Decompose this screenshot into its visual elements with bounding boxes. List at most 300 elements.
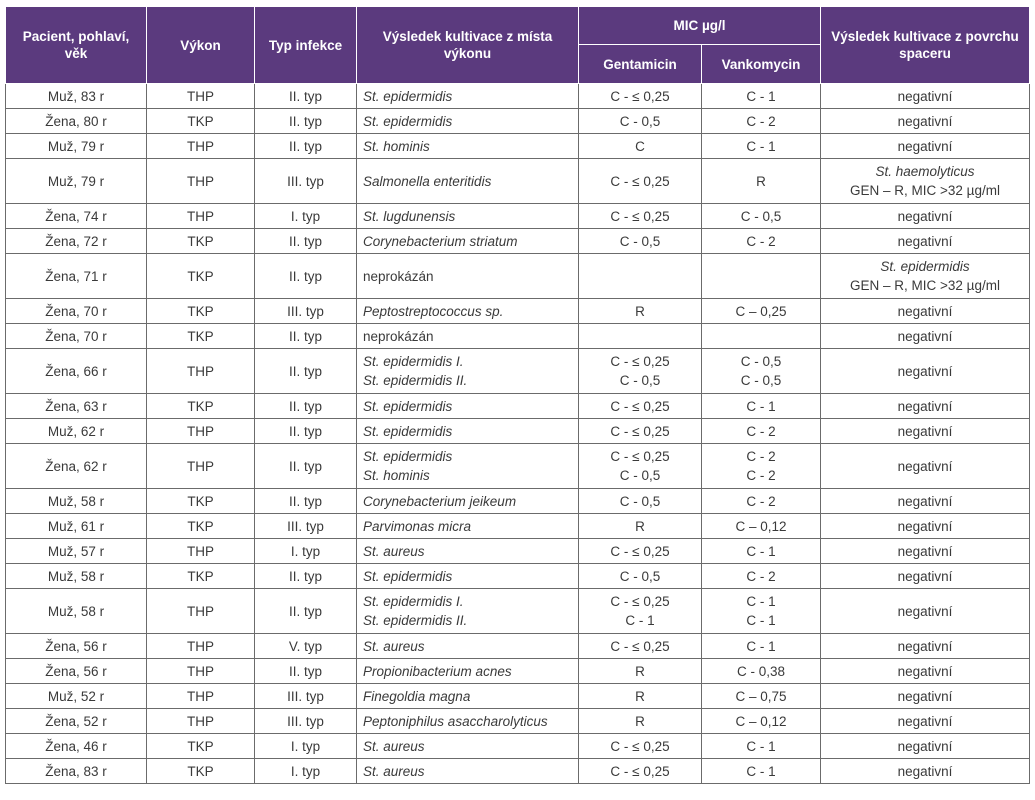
surface-culture-cell-line: negativní: [897, 458, 953, 474]
procedure-cell: TKP: [147, 489, 255, 514]
vancomycin-cell-line: C - 1: [746, 398, 776, 414]
organism-cell: [357, 709, 579, 734]
infection-type-cell: II. typ: [255, 134, 357, 159]
gentamicin-cell-line: R: [635, 303, 645, 319]
infection-type-cell: II. typ: [255, 349, 357, 394]
organism-cell: [357, 84, 579, 109]
infection-type-cell: III. typ: [255, 709, 357, 734]
organism-cell: [357, 419, 579, 444]
patient-cell: Žena, 80 r: [6, 109, 147, 134]
infection-type-cell: II. typ: [255, 109, 357, 134]
gentamicin-cell-line: R: [635, 663, 645, 679]
procedure-cell: TKP: [147, 254, 255, 299]
gentamicin-cell: [579, 564, 702, 589]
table-row: [6, 109, 1030, 134]
organism-cell: [357, 684, 579, 709]
organism-cell-line: St. epidermidis II.: [363, 373, 468, 388]
infection-type-cell: II. typ: [255, 419, 357, 444]
surface-culture-cell: [821, 759, 1030, 784]
surface-culture-cell-line: negativní: [897, 423, 953, 439]
vancomycin-cell: [702, 589, 821, 634]
procedure-cell: THP: [147, 709, 255, 734]
gentamicin-cell-line: C - ≤ 0,25: [610, 543, 670, 559]
vancomycin-cell: [702, 254, 821, 299]
gentamicin-cell: [579, 324, 702, 349]
surface-culture-cell-line: negativní: [897, 713, 953, 729]
surface-culture-cell-line: negativní: [897, 233, 953, 249]
surface-culture-cell-line: negativní: [897, 603, 953, 619]
patient-cell: Žena, 52 r: [6, 709, 147, 734]
patient-cell: Muž, 62 r: [6, 419, 147, 444]
vancomycin-cell-line: C - 0,38: [736, 663, 786, 679]
organism-cell-line: St. hominis: [363, 468, 430, 483]
gentamicin-cell-line: C - ≤ 0,25: [610, 208, 670, 224]
infection-type-cell: V. typ: [255, 634, 357, 659]
patient-cell: Muž, 61 r: [6, 514, 147, 539]
procedure-cell: TKP: [147, 109, 255, 134]
table-row: [6, 419, 1030, 444]
surface-culture-cell-line: negativní: [897, 543, 953, 559]
gentamicin-cell: [579, 709, 702, 734]
patient-cell: Muž, 52 r: [6, 684, 147, 709]
procedure-cell: THP: [147, 159, 255, 204]
vancomycin-cell-line: C - 1: [746, 613, 776, 628]
surface-culture-cell: [821, 489, 1030, 514]
organism-cell-line: neprokázán: [363, 268, 434, 284]
surface-culture-cell-line: GEN – R, MIC >32 µg/ml: [850, 183, 1000, 198]
patient-cell: Žena, 63 r: [6, 394, 147, 419]
patient-cell: Žena, 71 r: [6, 254, 147, 299]
gentamicin-cell-line: C - ≤ 0,25: [610, 398, 670, 414]
surface-culture-cell-line: negativní: [897, 638, 953, 654]
gentamicin-cell-line: C - ≤ 0,25: [610, 638, 670, 654]
table-header: [6, 7, 1030, 84]
table-row: [6, 254, 1030, 299]
patient-cell: Muž, 58 r: [6, 489, 147, 514]
surface-culture-cell-line: negativní: [897, 328, 953, 344]
table-row: [6, 759, 1030, 784]
surface-culture-cell-line: negativní: [897, 763, 953, 779]
infection-type-cell: II. typ: [255, 394, 357, 419]
organism-cell: [357, 659, 579, 684]
surface-culture-cell-line: negativní: [897, 568, 953, 584]
patient-cell: Muž, 57 r: [6, 539, 147, 564]
table-row: [6, 489, 1030, 514]
organism-cell: [357, 159, 579, 204]
vancomycin-cell-line: R: [756, 173, 766, 189]
organism-cell: [357, 204, 579, 229]
patient-cell: Muž, 58 r: [6, 589, 147, 634]
organism-cell: [357, 564, 579, 589]
gentamicin-cell: [579, 299, 702, 324]
vancomycin-cell: [702, 109, 821, 134]
gentamicin-cell: [579, 349, 702, 394]
surface-culture-cell: [821, 734, 1030, 759]
surface-culture-cell: [821, 134, 1030, 159]
patient-cell: Žena, 62 r: [6, 444, 147, 489]
vancomycin-cell: [702, 84, 821, 109]
procedure-cell: TKP: [147, 299, 255, 324]
gentamicin-cell-line: C - ≤ 0,25: [610, 738, 670, 754]
vancomycin-cell-line: C - 1: [746, 738, 776, 754]
patient-cell: Žena, 70 r: [6, 299, 147, 324]
patient-cell: Žena, 46 r: [6, 734, 147, 759]
culture-results-table-wrapper: [5, 6, 1030, 784]
procedure-cell: THP: [147, 349, 255, 394]
culture-results-table: [5, 6, 1030, 784]
infection-type-cell: I. typ: [255, 204, 357, 229]
gentamicin-cell: [579, 229, 702, 254]
organism-cell-line: St. epidermidis II.: [363, 613, 468, 628]
organism-cell-line: Peptoniphilus asaccharolyticus: [363, 713, 548, 729]
organism-cell: [357, 514, 579, 539]
surface-culture-cell-line: negativní: [897, 663, 953, 679]
organism-cell-line: St. epidermidis: [363, 113, 453, 129]
organism-cell: [357, 254, 579, 299]
table-row: [6, 349, 1030, 394]
table-row: [6, 324, 1030, 349]
table-row: [6, 659, 1030, 684]
organism-cell: [357, 634, 579, 659]
gentamicin-cell: [579, 254, 702, 299]
patient-cell: Žena, 56 r: [6, 634, 147, 659]
table-body: [6, 84, 1030, 784]
vancomycin-cell-line: C – 0,75: [735, 688, 787, 704]
vancomycin-cell: [702, 419, 821, 444]
table-row: [6, 514, 1030, 539]
gentamicin-cell-line: C - ≤ 0,25: [610, 594, 670, 609]
surface-culture-cell-line: negativní: [897, 303, 953, 319]
gentamicin-cell: [579, 204, 702, 229]
vancomycin-cell-line: C - 1: [746, 763, 776, 779]
vancomycin-cell: [702, 229, 821, 254]
vancomycin-cell-line: C - 0,5: [740, 354, 782, 369]
organism-cell: [357, 759, 579, 784]
gentamicin-cell: [579, 759, 702, 784]
surface-culture-cell: [821, 589, 1030, 634]
header-gentamicin: Gentamicin: [579, 45, 702, 84]
surface-culture-cell-line: St. epidermidis: [880, 259, 970, 274]
organism-cell: [357, 299, 579, 324]
vancomycin-cell: [702, 204, 821, 229]
surface-culture-cell: [821, 709, 1030, 734]
organism-cell-line: St. epidermidis: [363, 398, 453, 414]
vancomycin-cell-line: C - 1: [746, 638, 776, 654]
surface-culture-cell-line: negativní: [897, 208, 953, 224]
patient-cell: Žena, 72 r: [6, 229, 147, 254]
organism-cell-line: St. epidermidis: [363, 449, 453, 464]
table-row: [6, 229, 1030, 254]
surface-culture-cell: [821, 204, 1030, 229]
surface-culture-cell-line: negativní: [897, 493, 953, 509]
vancomycin-cell-line: C - 2: [746, 493, 776, 509]
surface-culture-cell-line: negativní: [897, 138, 953, 154]
table-row: [6, 394, 1030, 419]
gentamicin-cell-line: C - ≤ 0,25: [610, 88, 670, 104]
gentamicin-cell: [579, 84, 702, 109]
surface-culture-cell: [821, 229, 1030, 254]
patient-cell: Žena, 83 r: [6, 759, 147, 784]
vancomycin-cell-line: C - 0,5: [740, 208, 782, 224]
surface-culture-cell-line: negativní: [897, 363, 953, 379]
infection-type-cell: II. typ: [255, 564, 357, 589]
procedure-cell: TKP: [147, 394, 255, 419]
infection-type-cell: II. typ: [255, 254, 357, 299]
procedure-cell: TKP: [147, 324, 255, 349]
procedure-cell: THP: [147, 204, 255, 229]
table-row: [6, 709, 1030, 734]
vancomycin-cell: [702, 684, 821, 709]
organism-cell: [357, 444, 579, 489]
surface-culture-cell-line: negativní: [897, 398, 953, 414]
patient-cell: Muž, 58 r: [6, 564, 147, 589]
organism-cell: [357, 489, 579, 514]
surface-culture-cell: [821, 634, 1030, 659]
header-mic-group: MIC µg/l: [579, 7, 821, 45]
patient-cell: Muž, 83 r: [6, 84, 147, 109]
vancomycin-cell-line: C - 2: [746, 468, 776, 483]
vancomycin-cell: [702, 734, 821, 759]
surface-culture-cell: [821, 254, 1030, 299]
organism-cell: [357, 349, 579, 394]
organism-cell-line: St. epidermidis I.: [363, 354, 464, 369]
table-row: [6, 564, 1030, 589]
vancomycin-cell: [702, 324, 821, 349]
organism-cell-line: Propionibacterium acnes: [363, 663, 512, 679]
surface-culture-cell-line: GEN – R, MIC >32 µg/ml: [850, 278, 1000, 293]
surface-culture-cell: [821, 514, 1030, 539]
vancomycin-cell-line: C - 1: [746, 594, 776, 609]
vancomycin-cell: [702, 299, 821, 324]
organism-cell-line: Peptostreptococcus sp.: [363, 303, 504, 319]
table-row: [6, 134, 1030, 159]
patient-cell: Žena, 70 r: [6, 324, 147, 349]
table-row: [6, 204, 1030, 229]
procedure-cell: TKP: [147, 734, 255, 759]
surface-culture-cell: [821, 109, 1030, 134]
organism-cell-line: St. lugdunensis: [363, 208, 456, 224]
table-row: [6, 84, 1030, 109]
vancomycin-cell-line: C - 1: [746, 543, 776, 559]
table-row: [6, 634, 1030, 659]
organism-cell: [357, 539, 579, 564]
gentamicin-cell: [579, 589, 702, 634]
header-procedure: Výkon: [147, 7, 255, 84]
organism-cell-line: St. epidermidis: [363, 88, 453, 104]
gentamicin-cell: [579, 489, 702, 514]
surface-culture-cell: [821, 539, 1030, 564]
organism-cell: [357, 324, 579, 349]
infection-type-cell: I. typ: [255, 759, 357, 784]
vancomycin-cell-line: C - 1: [746, 88, 776, 104]
surface-culture-cell: [821, 84, 1030, 109]
gentamicin-cell: [579, 394, 702, 419]
surface-culture-cell: [821, 419, 1030, 444]
surface-culture-cell: [821, 564, 1030, 589]
gentamicin-cell: [579, 419, 702, 444]
gentamicin-cell-line: R: [635, 713, 645, 729]
vancomycin-cell-line: C – 0,25: [735, 303, 787, 319]
gentamicin-cell: [579, 659, 702, 684]
vancomycin-cell-line: C - 1: [746, 138, 776, 154]
gentamicin-cell-line: C - 0,5: [619, 493, 661, 509]
vancomycin-cell-line: C - 2: [746, 423, 776, 439]
header-vancomycin: Vankomycin: [702, 45, 821, 84]
vancomycin-cell: [702, 349, 821, 394]
organism-cell-line: Finegoldia magna: [363, 688, 471, 704]
gentamicin-cell: [579, 514, 702, 539]
procedure-cell: THP: [147, 539, 255, 564]
surface-culture-cell: [821, 299, 1030, 324]
vancomycin-cell: [702, 394, 821, 419]
gentamicin-cell: [579, 444, 702, 489]
table-row: [6, 159, 1030, 204]
gentamicin-cell-line: C - 1: [625, 613, 655, 628]
surface-culture-cell-line: negativní: [897, 518, 953, 534]
infection-type-cell: II. typ: [255, 489, 357, 514]
surface-culture-cell: [821, 444, 1030, 489]
procedure-cell: THP: [147, 589, 255, 634]
surface-culture-cell: [821, 324, 1030, 349]
gentamicin-cell-line: C - ≤ 0,25: [610, 173, 670, 189]
organism-cell-line: St. aureus: [363, 738, 425, 754]
gentamicin-cell-line: R: [635, 518, 645, 534]
infection-type-cell: III. typ: [255, 159, 357, 204]
vancomycin-cell: [702, 659, 821, 684]
infection-type-cell: II. typ: [255, 444, 357, 489]
infection-type-cell: I. typ: [255, 539, 357, 564]
organism-cell-line: neprokázán: [363, 328, 434, 344]
organism-cell: [357, 734, 579, 759]
vancomycin-cell-line: C - 2: [746, 113, 776, 129]
table-row: [6, 299, 1030, 324]
surface-culture-cell-line: St. haemolyticus: [875, 164, 975, 179]
vancomycin-cell: [702, 489, 821, 514]
organism-cell-line: St. aureus: [363, 638, 425, 654]
patient-cell: Žena, 74 r: [6, 204, 147, 229]
vancomycin-cell-line: C – 0,12: [735, 518, 787, 534]
header-culture-spacer: Výsledek kultivace z povrchu spaceru: [821, 7, 1030, 84]
infection-type-cell: III. typ: [255, 299, 357, 324]
surface-culture-cell-line: negativní: [897, 738, 953, 754]
gentamicin-cell-line: C - ≤ 0,25: [610, 423, 670, 439]
vancomycin-cell: [702, 539, 821, 564]
organism-cell: [357, 229, 579, 254]
vancomycin-cell: [702, 514, 821, 539]
table-row: [6, 589, 1030, 634]
infection-type-cell: II. typ: [255, 324, 357, 349]
infection-type-cell: II. typ: [255, 229, 357, 254]
organism-cell-line: Parvimonas micra: [363, 518, 472, 534]
gentamicin-cell: [579, 539, 702, 564]
organism-cell-line: St. aureus: [363, 543, 425, 559]
gentamicin-cell-line: C - ≤ 0,25: [610, 763, 670, 779]
gentamicin-cell-line: C: [635, 138, 645, 154]
gentamicin-cell: [579, 159, 702, 204]
table-row: [6, 444, 1030, 489]
gentamicin-cell: [579, 134, 702, 159]
surface-culture-cell: [821, 159, 1030, 204]
gentamicin-cell: [579, 684, 702, 709]
vancomycin-cell-line: C - 2: [746, 449, 776, 464]
organism-cell: [357, 134, 579, 159]
organism-cell: [357, 589, 579, 634]
infection-type-cell: III. typ: [255, 514, 357, 539]
gentamicin-cell: [579, 634, 702, 659]
gentamicin-cell: [579, 734, 702, 759]
procedure-cell: TKP: [147, 564, 255, 589]
vancomycin-cell: [702, 634, 821, 659]
organism-cell-line: Corynebacterium striatum: [363, 233, 518, 249]
organism-cell-line: St. epidermidis: [363, 568, 453, 584]
patient-cell: Muž, 79 r: [6, 134, 147, 159]
patient-cell: Žena, 66 r: [6, 349, 147, 394]
infection-type-cell: III. typ: [255, 684, 357, 709]
header-culture-site: Výsledek kultivace z místa výkonu: [357, 7, 579, 84]
table-row: [6, 539, 1030, 564]
organism-cell-line: St. hominis: [363, 138, 430, 154]
surface-culture-cell-line: negativní: [897, 88, 953, 104]
vancomycin-cell: [702, 134, 821, 159]
patient-cell: Žena, 56 r: [6, 659, 147, 684]
vancomycin-cell-line: C - 2: [746, 568, 776, 584]
organism-cell-line: Corynebacterium jeikeum: [363, 493, 517, 509]
vancomycin-cell: [702, 444, 821, 489]
table-row: [6, 734, 1030, 759]
procedure-cell: THP: [147, 444, 255, 489]
procedure-cell: TKP: [147, 759, 255, 784]
gentamicin-cell: [579, 109, 702, 134]
procedure-cell: THP: [147, 684, 255, 709]
organism-cell-line: St. aureus: [363, 763, 425, 779]
procedure-cell: THP: [147, 659, 255, 684]
procedure-cell: THP: [147, 134, 255, 159]
procedure-cell: TKP: [147, 514, 255, 539]
vancomycin-cell-line: C - 0,5: [740, 373, 782, 388]
procedure-cell: THP: [147, 84, 255, 109]
vancomycin-cell-line: C - 2: [746, 233, 776, 249]
procedure-cell: THP: [147, 634, 255, 659]
organism-cell-line: St. epidermidis I.: [363, 594, 464, 609]
vancomycin-cell-line: C – 0,12: [735, 713, 787, 729]
vancomycin-cell: [702, 709, 821, 734]
gentamicin-cell-line: R: [635, 688, 645, 704]
gentamicin-cell-line: C - 0,5: [619, 233, 661, 249]
gentamicin-cell-line: C - 0,5: [619, 113, 661, 129]
surface-culture-cell: [821, 659, 1030, 684]
infection-type-cell: II. typ: [255, 589, 357, 634]
surface-culture-cell: [821, 684, 1030, 709]
gentamicin-cell-line: C - 0,5: [619, 373, 661, 388]
organism-cell-line: Salmonella enteritidis: [363, 173, 492, 189]
gentamicin-cell-line: C - ≤ 0,25: [610, 449, 670, 464]
patient-cell: Muž, 79 r: [6, 159, 147, 204]
organism-cell: [357, 109, 579, 134]
vancomycin-cell: [702, 159, 821, 204]
surface-culture-cell: [821, 394, 1030, 419]
gentamicin-cell-line: C - ≤ 0,25: [610, 354, 670, 369]
vancomycin-cell: [702, 564, 821, 589]
table-row: [6, 684, 1030, 709]
infection-type-cell: II. typ: [255, 659, 357, 684]
gentamicin-cell-line: C - 0,5: [619, 468, 661, 483]
surface-culture-cell-line: negativní: [897, 688, 953, 704]
surface-culture-cell: [821, 349, 1030, 394]
organism-cell: [357, 394, 579, 419]
procedure-cell: TKP: [147, 229, 255, 254]
gentamicin-cell-line: C - 0,5: [619, 568, 661, 584]
infection-type-cell: I. typ: [255, 734, 357, 759]
